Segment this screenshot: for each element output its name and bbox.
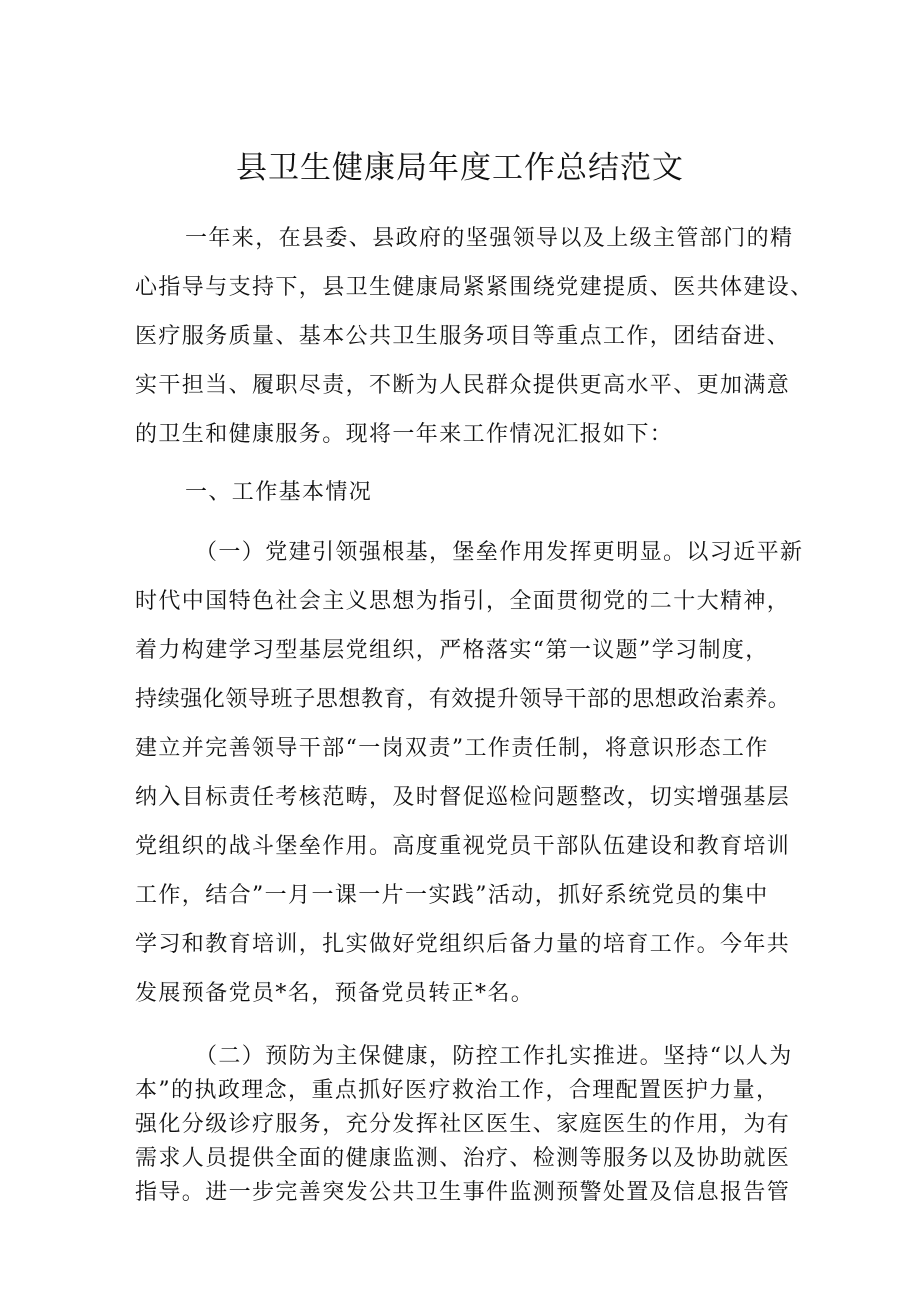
text-line: （二）预防为主保健康，防控工作扎实推进。坚持“以人为: [195, 1044, 793, 1069]
text-line: 持续强化领导班子思想教育，有效提升领导干部的思想政治素养。: [135, 687, 791, 712]
text-line: 学习和教育培训，扎实做好党组织后备力量的培育工作。今年共: [135, 932, 791, 957]
text-line: 医疗服务质量、基本公共卫生服务项目等重点工作，团结奋进、: [135, 324, 791, 349]
text-line: 的卫生和健康服务。现将一年来工作情况汇报如下：: [135, 422, 674, 447]
text-line: 需求人员提供全面的健康监测、治疗、检测等服务以及协助就医: [135, 1146, 791, 1171]
text-line: 心指导与支持下，县卫生健康局紧紧围绕党建提质、医共体建设、: [135, 275, 814, 300]
text-line: 工作，结合”一月一课一片一实践”活动，抓好系统党员的集中: [135, 883, 769, 908]
text-line: 时代中国特色社会主义思想为指引，全面贯彻党的二十大精神，: [135, 589, 791, 614]
text-line: 着力构建学习型基层党组织，严格落实“第一议题”学习制度，: [135, 638, 769, 663]
text-line: 实干担当、履职尽责，不断为人民群众提供更高水平、更加满意: [135, 373, 791, 398]
section-heading: 一、工作基本情况: [185, 480, 373, 505]
text-line: 强化分级诊疗服务，充分发挥社区医生、家庭医生的作用，为有: [135, 1112, 791, 1137]
text-line: 建立并完善领导干部“一岗双责”工作责任制，将意识形态工作: [135, 736, 769, 761]
text-line: 党组织的战斗堡垒作用。高度重视党员干部队伍建设和教育培训: [135, 834, 791, 859]
text-line: （一）党建引领强根基，堡垒作用发挥更明显。以习近平新: [195, 540, 804, 565]
document-title: 县卫生健康局年度工作总结范文: [236, 150, 684, 186]
text-line: 指导。进一步完善突发公共卫生事件监测预警处置及信息报告管: [135, 1180, 791, 1205]
text-line: 纳入目标责任考核范畴，及时督促巡检问题整改，切实增强基层: [135, 785, 791, 810]
text-line: 一年来，在县委、县政府的坚强领导以及上级主管部门的精: [185, 226, 794, 251]
text-line: 发展预备党员*名，预备党员转正*名。: [135, 981, 535, 1006]
text-line: 本”的执政理念，重点抓好医疗救治工作，合理配置医护力量，: [135, 1078, 780, 1103]
